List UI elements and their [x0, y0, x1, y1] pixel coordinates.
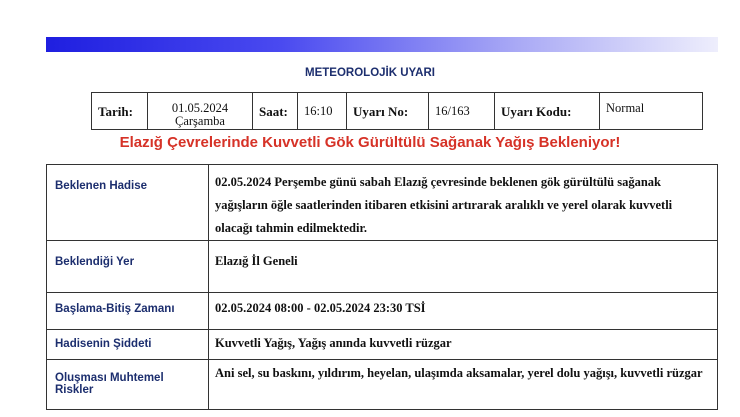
table-row	[47, 241, 718, 293]
table-row	[47, 330, 718, 360]
row-value-expected-place: Elazığ İl Geneli	[209, 241, 718, 293]
document-title: METEOROLOJİK UYARI	[305, 67, 435, 79]
row-value-expected-event: 02.05.2024 Perşembe günü sabah Elazığ çevresinde beklenen gök gürültülü sağanak yağışların öğle saatlerinden itibaren etkisini artırarak aralıklı ve yerel olarak kuvvetli olacağı tahmin edilmektedir.	[209, 165, 718, 241]
date-label: Tarih:	[92, 93, 148, 130]
table-row	[47, 293, 718, 330]
warning-meta-table	[91, 92, 703, 130]
warning-code-value: Normal	[600, 93, 703, 130]
day-value: Çarşamba	[175, 114, 225, 128]
warning-code-label: Uyarı Kodu:	[495, 93, 600, 130]
table-row	[47, 360, 718, 410]
header-banner	[46, 37, 718, 52]
warning-headline: Elazığ Çevrelerinde Kuvvetli Gök Gürültülü Sağanak Yağış Bekleniyor!	[119, 134, 621, 151]
row-label-start-end-time: Başlama-Bitiş Zamanı	[47, 293, 209, 330]
row-value-start-end-time: 02.05.2024 08:00 - 02.05.2024 23:30 TSİ	[209, 293, 718, 330]
warning-details-table	[46, 164, 718, 410]
time-value: 16:10	[298, 93, 347, 130]
row-label-severity: Hadisenin Şiddeti	[47, 330, 209, 360]
date-value: 01.05.2024	[171, 101, 229, 115]
row-value-possible-risks: Ani sel, su baskını, yıldırım, heyelan, ulaşımda aksamalar, yerel dolu yağışı, kuvvetli rüzgar	[209, 360, 718, 410]
row-value-severity: Kuvvetli Yağış, Yağış anında kuvvetli rüzgar	[209, 330, 718, 360]
warning-no-value: 16/163	[429, 93, 495, 130]
time-label: Saat:	[253, 93, 298, 130]
row-label-possible-risks: Oluşması Muhtemel Riskler	[47, 360, 209, 410]
row-label-expected-event: Beklenen Hadise	[47, 165, 209, 241]
table-row	[47, 165, 718, 241]
date-cell	[148, 93, 253, 130]
warning-no-label: Uyarı No:	[347, 93, 429, 130]
row-label-expected-place: Beklendiği Yer	[47, 241, 209, 293]
